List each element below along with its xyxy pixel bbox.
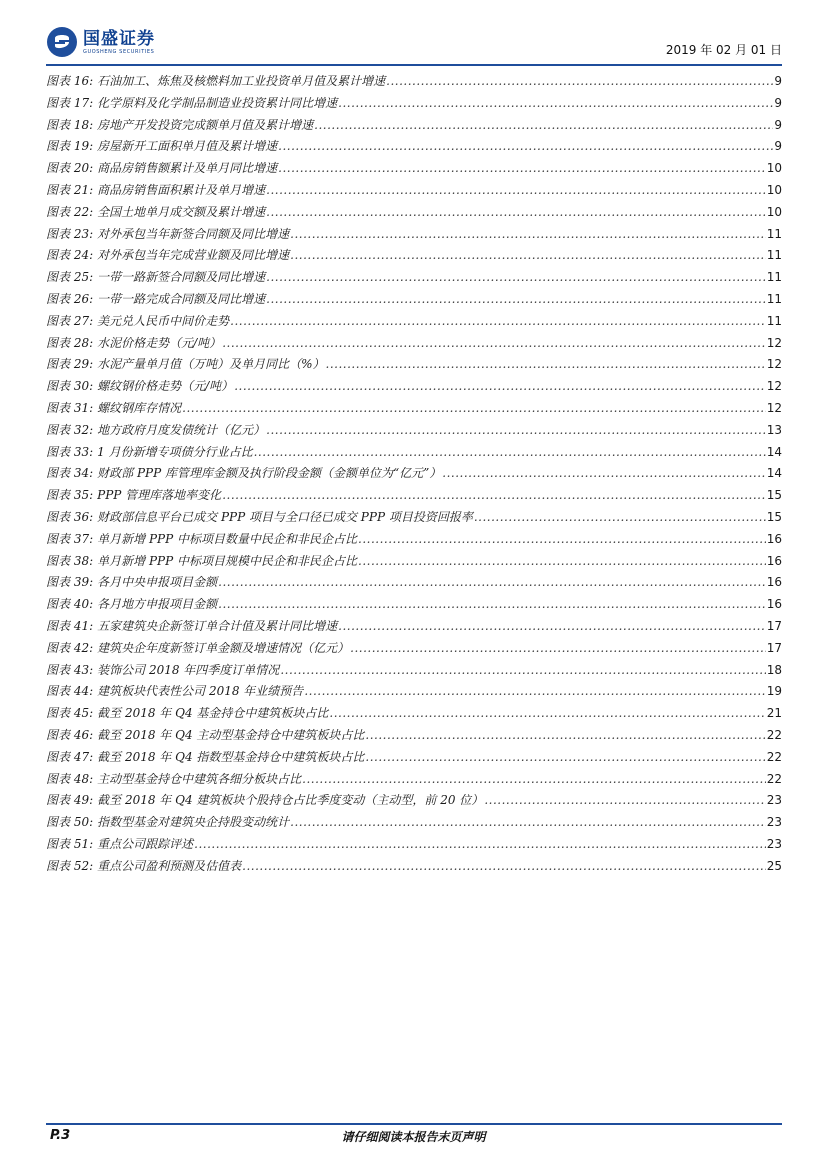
toc-entry-title: 房屋新开工面积单月值及累计增速 bbox=[97, 139, 278, 154]
toc-entry-page: 11 bbox=[766, 270, 782, 285]
toc-entry-title: 对外承包当年新签合同额及同比增速 bbox=[97, 226, 290, 241]
toc-entry-title: 建筑央企年度新签订单金额及增速情况（亿元） bbox=[97, 640, 350, 655]
toc-entry-title: 一带一路完成合同额及同比增速 bbox=[97, 291, 266, 306]
toc-entry-title: 各月地方申报项目金额 bbox=[97, 597, 218, 612]
toc-entry-label: 图表 35: bbox=[46, 488, 94, 503]
toc-entry-page: 15 bbox=[766, 509, 782, 524]
toc-entry-page: 12 bbox=[766, 335, 782, 350]
toc-leader-dots bbox=[338, 96, 773, 110]
toc-entry-title: 螺纹钢库存情况 bbox=[97, 400, 182, 415]
toc-entry-title: 单月新增 PPP 中标项目规模中民企和非民企占比 bbox=[97, 553, 357, 568]
toc-entry-label: 图表 24: bbox=[46, 248, 94, 263]
toc-entry-page: 23 bbox=[766, 836, 782, 851]
toc-entry-page: 11 bbox=[766, 313, 782, 328]
toc-entry-title: PPP 管理库落地率变化 bbox=[97, 488, 222, 503]
toc-entry-title: 建筑板块代表性公司 2018 年业绩预告 bbox=[97, 684, 304, 699]
logo-mark-icon bbox=[46, 26, 78, 58]
toc-entry[interactable] bbox=[46, 399, 782, 421]
toc-entry[interactable] bbox=[46, 857, 782, 879]
toc-entry-page: 25 bbox=[766, 858, 782, 873]
toc-entry-label: 图表 39: bbox=[46, 575, 94, 590]
toc-entry-title: 商品房销售面积累计及单月增速 bbox=[97, 182, 266, 197]
toc-entry-title: 商品房销售额累计及单月同比增速 bbox=[97, 161, 278, 176]
toc-entry-page: 11 bbox=[766, 248, 782, 263]
toc-entry[interactable] bbox=[46, 682, 782, 704]
toc-entry[interactable] bbox=[46, 312, 782, 334]
toc-entry-label: 图表 34: bbox=[46, 466, 94, 481]
toc-entry-title: 截至 2018 年 Q4 基金持仓中建筑板块占比 bbox=[97, 706, 329, 721]
toc-entry-page: 21 bbox=[766, 706, 782, 721]
toc-entry-label: 图表 26: bbox=[46, 291, 94, 306]
toc-entry-title: 五家建筑央企新签订单合计值及累计同比增速 bbox=[97, 618, 338, 633]
company-name-en: GUOSHENG SECURITIES bbox=[83, 48, 155, 55]
toc-entry-page: 11 bbox=[766, 226, 782, 241]
toc-entry-label: 图表 49: bbox=[46, 793, 94, 808]
toc-entry-page: 16 bbox=[766, 597, 782, 612]
toc-entry-title: 对外承包当年完成营业额及同比增速 bbox=[97, 248, 290, 263]
toc-entry-page: 15 bbox=[766, 488, 782, 503]
toc-entry-label: 图表 41: bbox=[46, 618, 94, 633]
toc-entry[interactable] bbox=[46, 290, 782, 312]
toc-entry-page: 16 bbox=[766, 531, 782, 546]
toc-entry[interactable] bbox=[46, 835, 782, 857]
toc-leader-dots bbox=[218, 575, 766, 589]
toc-leader-dots bbox=[302, 772, 766, 786]
toc-leader-dots bbox=[182, 401, 766, 415]
toc-entry[interactable] bbox=[46, 268, 782, 290]
toc-leader-dots bbox=[278, 161, 766, 175]
toc-entry-title: 财政部信息平台已成交 PPP 项目与全口径已成交 PPP 项目投资回报率 bbox=[97, 509, 473, 524]
toc-entry[interactable] bbox=[46, 573, 782, 595]
toc-entry[interactable] bbox=[46, 661, 782, 683]
toc-leader-dots bbox=[230, 314, 766, 328]
toc-entry[interactable] bbox=[46, 530, 782, 552]
toc-leader-dots bbox=[442, 466, 765, 480]
toc-entry-title: 财政部 PPP 库管理库金额及执行阶段金额（金额单位为“亿元”） bbox=[97, 466, 442, 481]
toc-entry-page: 19 bbox=[766, 684, 782, 699]
toc-leader-dots bbox=[358, 554, 766, 568]
toc-leader-dots bbox=[474, 510, 766, 524]
toc-entry-page: 16 bbox=[766, 553, 782, 568]
toc-entry-page: 14 bbox=[766, 444, 782, 459]
toc-entry[interactable] bbox=[46, 181, 782, 203]
toc-leader-dots bbox=[304, 684, 765, 698]
toc-entry-label: 图表 36: bbox=[46, 509, 94, 524]
toc-leader-dots bbox=[358, 532, 766, 546]
toc-leader-dots bbox=[290, 227, 766, 241]
disclaimer-note: 请仔细阅读本报告末页声明 bbox=[341, 1130, 486, 1144]
toc-entry-page: 12 bbox=[766, 379, 782, 394]
toc-entry-page: 9 bbox=[774, 74, 782, 88]
toc-entry-label: 图表 27: bbox=[46, 313, 94, 328]
toc-leader-dots bbox=[266, 423, 766, 437]
toc-entry-title: 重点公司跟踪评述 bbox=[97, 836, 194, 851]
toc-entry[interactable] bbox=[46, 421, 782, 443]
toc-entry-page: 22 bbox=[766, 771, 782, 786]
toc-leader-dots bbox=[278, 139, 773, 153]
toc-entry-title: 一带一路新签合同额及同比增速 bbox=[97, 270, 266, 285]
toc-entry[interactable] bbox=[46, 486, 782, 508]
toc-entry-title: 水泥产量单月值（万吨）及单月同比（%） bbox=[97, 357, 325, 372]
toc-entry[interactable] bbox=[46, 748, 782, 770]
toc-entry-title: 1 月份新增专项债分行业占比 bbox=[97, 444, 253, 459]
toc-entry-page: 10 bbox=[766, 182, 782, 197]
toc-entry[interactable] bbox=[46, 443, 782, 465]
toc-entry[interactable] bbox=[46, 726, 782, 748]
toc-entry[interactable] bbox=[46, 464, 782, 486]
toc-entry[interactable] bbox=[46, 159, 782, 181]
toc-entry-page: 18 bbox=[766, 662, 782, 677]
toc-entry-title: 各月中央申报项目金额 bbox=[97, 575, 218, 590]
toc-entry-label: 图表 18: bbox=[46, 117, 94, 132]
toc-entry[interactable] bbox=[46, 770, 782, 792]
toc-entry-label: 图表 38: bbox=[46, 553, 94, 568]
toc-leader-dots bbox=[484, 793, 765, 807]
toc-entry-label: 图表 22: bbox=[46, 204, 94, 219]
toc-entry-page: 17 bbox=[766, 618, 782, 633]
toc-entry-title: 截至 2018 年 Q4 指数型基金持仓中建筑板块占比 bbox=[97, 749, 365, 764]
toc-entry-label: 图表 31: bbox=[46, 400, 94, 415]
toc-entry-page: 9 bbox=[774, 117, 782, 132]
toc-entry-title: 水泥价格走势（元/吨） bbox=[97, 335, 222, 350]
toc-leader-dots bbox=[266, 183, 766, 197]
toc-entry[interactable] bbox=[46, 639, 782, 661]
toc-entry-page: 23 bbox=[766, 793, 782, 808]
toc-entry-label: 图表 16: bbox=[46, 74, 94, 88]
toc-entry-title: 房地产开发投资完成额单月值及累计增速 bbox=[97, 117, 314, 132]
toc-leader-dots bbox=[338, 619, 766, 633]
toc-leader-dots bbox=[290, 248, 766, 262]
toc-leader-dots bbox=[314, 118, 773, 132]
toc-entry[interactable] bbox=[46, 116, 782, 138]
toc-entry-page: 9 bbox=[774, 95, 782, 110]
page-header bbox=[46, 24, 782, 64]
toc-entry[interactable] bbox=[46, 355, 782, 377]
toc-leader-dots bbox=[280, 663, 765, 677]
toc-entry[interactable] bbox=[46, 377, 782, 399]
toc-entry-label: 图表 28: bbox=[46, 335, 94, 350]
toc-entry-title: 装饰公司 2018 年四季度订单情况 bbox=[97, 662, 280, 677]
toc-entry[interactable] bbox=[46, 508, 782, 530]
toc-entry-label: 图表 25: bbox=[46, 270, 94, 285]
toc-leader-dots bbox=[218, 597, 766, 611]
toc-entry-page: 10 bbox=[766, 204, 782, 219]
company-name: 国盛证券 bbox=[83, 28, 155, 49]
toc-entry[interactable] bbox=[46, 617, 782, 639]
toc-entry-title: 石油加工、炼焦及核燃料加工业投资单月值及累计增速 bbox=[97, 74, 386, 88]
toc-entry-page: 13 bbox=[766, 422, 782, 437]
toc-leader-dots bbox=[234, 379, 766, 393]
toc-entry-page: 9 bbox=[774, 139, 782, 154]
figure-index-list bbox=[46, 72, 782, 878]
toc-leader-dots bbox=[365, 728, 765, 742]
toc-leader-dots bbox=[194, 837, 766, 851]
toc-entry-title: 指数型基金对建筑央企持股变动统计 bbox=[97, 815, 290, 830]
toc-entry[interactable] bbox=[46, 225, 782, 247]
toc-entry-label: 图表 48: bbox=[46, 771, 94, 786]
toc-entry-label: 图表 37: bbox=[46, 531, 94, 546]
toc-entry-label: 图表 50: bbox=[46, 815, 94, 830]
toc-entry-page: 14 bbox=[766, 466, 782, 481]
toc-entry-label: 图表 19: bbox=[46, 139, 94, 154]
toc-entry[interactable] bbox=[46, 203, 782, 225]
toc-entry-label: 图表 45: bbox=[46, 706, 94, 721]
toc-entry-label: 图表 44: bbox=[46, 684, 94, 699]
toc-leader-dots bbox=[254, 445, 766, 459]
toc-entry[interactable] bbox=[46, 94, 782, 116]
page-number: P.3 bbox=[50, 1128, 71, 1143]
toc-leader-dots bbox=[222, 488, 766, 502]
toc-entry-label: 图表 32: bbox=[46, 422, 94, 437]
report-date: 2019 年 02 月 01 日 bbox=[665, 43, 782, 57]
toc-entry[interactable] bbox=[46, 704, 782, 726]
toc-leader-dots bbox=[350, 641, 766, 655]
toc-entry-label: 图表 21: bbox=[46, 182, 94, 197]
toc-leader-dots bbox=[222, 336, 766, 350]
toc-entry[interactable] bbox=[46, 595, 782, 617]
toc-entry-label: 图表 17: bbox=[46, 95, 94, 110]
toc-entry-label: 图表 30: bbox=[46, 379, 94, 394]
toc-entry-title: 重点公司盈利预测及估值表 bbox=[97, 858, 242, 873]
toc-entry-title: 截至 2018 年 Q4 建筑板块个股持仓占比季度变动（主动型，前 20 位） bbox=[97, 793, 484, 808]
toc-entry-page: 11 bbox=[766, 291, 782, 306]
toc-entry-title: 单月新增 PPP 中标项目数量中民企和非民企占比 bbox=[97, 531, 357, 546]
toc-entry-page: 23 bbox=[766, 815, 782, 830]
toc-entry-label: 图表 29: bbox=[46, 357, 94, 372]
toc-entry-title: 螺纹钢价格走势（元/吨） bbox=[97, 379, 234, 394]
toc-entry-page: 12 bbox=[766, 400, 782, 415]
toc-leader-dots bbox=[386, 74, 773, 88]
toc-entry[interactable] bbox=[46, 791, 782, 813]
toc-entry-label: 图表 52: bbox=[46, 858, 94, 873]
toc-entry-page: 22 bbox=[766, 749, 782, 764]
toc-entry-page: 12 bbox=[766, 357, 782, 372]
toc-entry-label: 图表 51: bbox=[46, 836, 94, 851]
toc-entry-label: 图表 43: bbox=[46, 662, 94, 677]
toc-entry[interactable] bbox=[46, 72, 782, 94]
toc-leader-dots bbox=[365, 750, 765, 764]
toc-leader-dots bbox=[329, 706, 765, 720]
toc-leader-dots bbox=[266, 292, 766, 306]
toc-entry[interactable] bbox=[46, 813, 782, 835]
toc-entry-label: 图表 47: bbox=[46, 749, 94, 764]
company-logo bbox=[46, 26, 155, 58]
toc-entry-page: 16 bbox=[766, 575, 782, 590]
toc-entry-title: 截至 2018 年 Q4 主动型基金持仓中建筑板块占比 bbox=[97, 727, 365, 742]
toc-leader-dots bbox=[266, 205, 766, 219]
toc-entry-label: 图表 20: bbox=[46, 161, 94, 176]
toc-leader-dots bbox=[242, 859, 766, 873]
toc-entry-label: 图表 23: bbox=[46, 226, 94, 241]
toc-entry[interactable] bbox=[46, 137, 782, 159]
toc-entry[interactable] bbox=[46, 334, 782, 356]
toc-leader-dots bbox=[290, 815, 766, 829]
toc-entry-page: 10 bbox=[766, 161, 782, 176]
footer-divider bbox=[46, 1123, 782, 1125]
header-divider bbox=[46, 64, 782, 66]
toc-entry-page: 17 bbox=[766, 640, 782, 655]
toc-entry-page: 22 bbox=[766, 727, 782, 742]
toc-entry-label: 图表 46: bbox=[46, 727, 94, 742]
toc-leader-dots bbox=[326, 357, 766, 371]
toc-entry-label: 图表 33: bbox=[46, 444, 94, 459]
toc-entry[interactable] bbox=[46, 246, 782, 268]
toc-entry-title: 化学原料及化学制品制造业投资累计同比增速 bbox=[97, 95, 338, 110]
toc-entry-label: 图表 40: bbox=[46, 597, 94, 612]
toc-entry-title: 主动型基金持仓中建筑各细分板块占比 bbox=[97, 771, 302, 786]
toc-entry-title: 地方政府月度发债统计（亿元） bbox=[97, 422, 266, 437]
toc-leader-dots bbox=[266, 270, 766, 284]
toc-entry-title: 全国土地单月成交额及累计增速 bbox=[97, 204, 266, 219]
toc-entry-title: 美元兑人民币中间价走势 bbox=[97, 313, 230, 328]
toc-entry-label: 图表 42: bbox=[46, 640, 94, 655]
toc-entry[interactable] bbox=[46, 552, 782, 574]
